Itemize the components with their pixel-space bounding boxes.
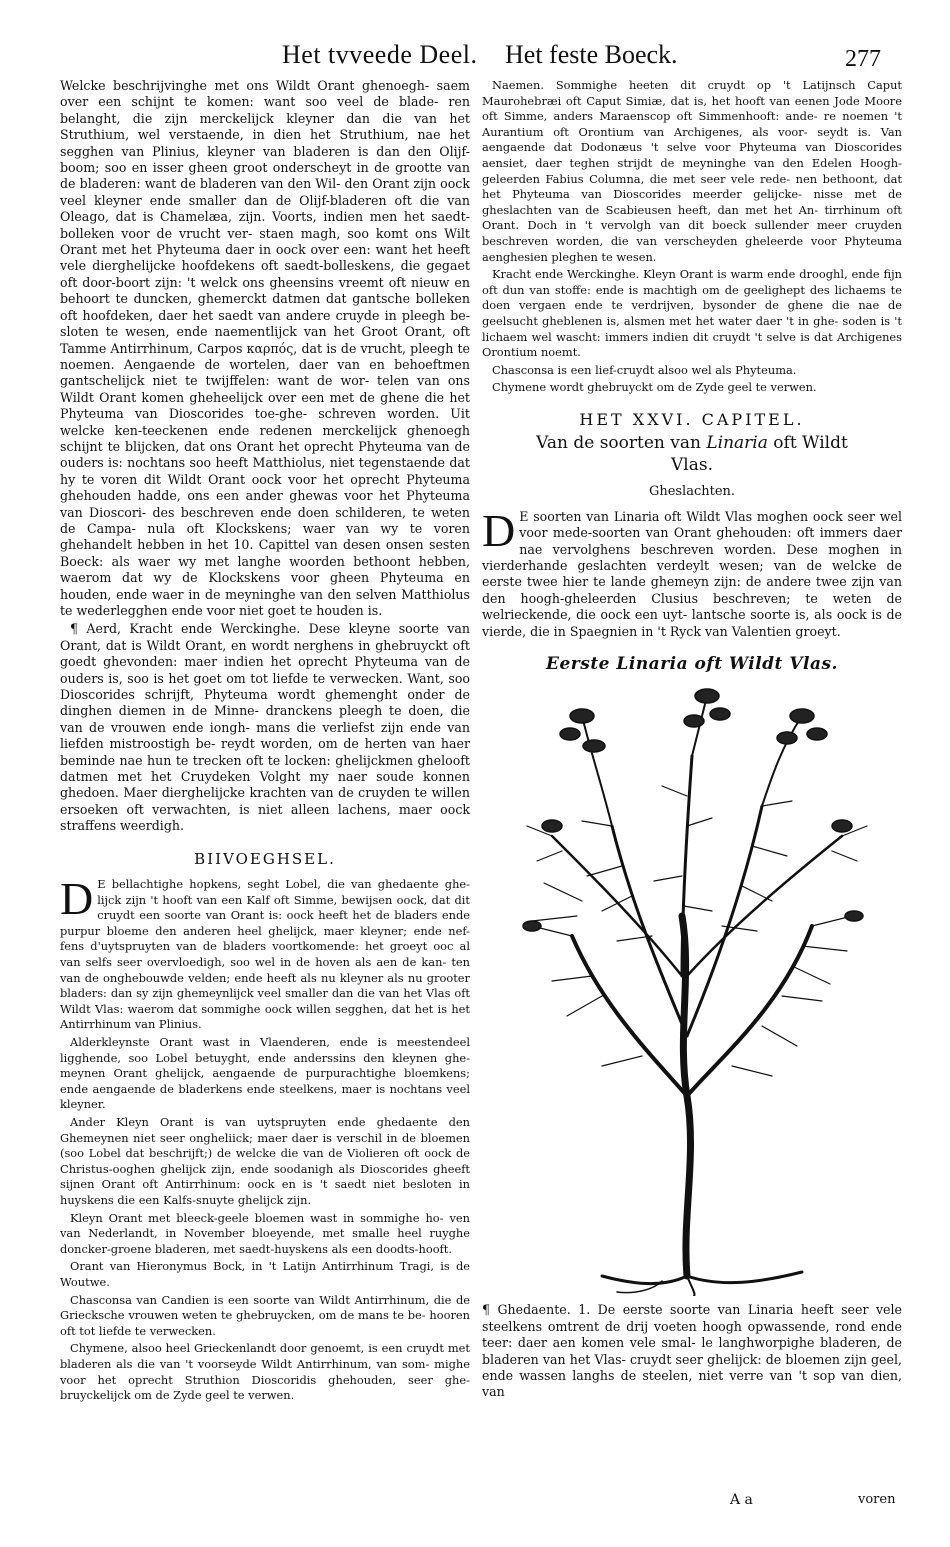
bijvoeghsel-paragraph: Alderkleynste Orant wast in Vlaenderen, ende is meestendeel ligghende, soo Lobel betuyght, ende anderssins den kleynen ghe- meynen Orant ghelijck, aengaende de purpurachtighe bloemkens; ende aengaende de bladerkens ende steelkens, maer is nochtans veel kleyner. (60, 1035, 470, 1112)
gheslachten-paragraph: E soorten van Linaria oft Wildt Vlas moghen oock seer wel voor mede-soorten van Orant ghehouden: oft immers daer nae vervolghens beschreven worden. Dese moghen in vierderhande geslachten verdeylt wesen; van de welcke de eerste twee hier te lande ghemeyn zijn: de andere twee zijn van den hoogh-gheleerden Clusius beschreven; te weten de welrieckende, die oock een uyt- lantsche soorte is, als oock is de vierde, die in Spaegnien in 't Ryck van Valentien groeyt. (482, 508, 902, 639)
body-paragraph: Welcke beschrijvinghe met ons Wildt Orant ghenoegh- saem over een schijnt te komen: want soo veel de blade- ren belanght, die zijn merckelijck kleyner dan die van het Struthium, wel verstaende, in dien het Struthium, nae het segghen van Plinius, kleyner van bladeren is dan den Olijf-boom; soo en isser gheen groot onderscheyt in de grootte van de bladeren: want de bladeren van den Wil- den Orant zijn oock veel kleyner ende smaller dan de Olijf-bladeren oft die van Oleago, dat is Chamelæa, zijn. Voorts, indien men het saedt-bolleken voor de vrucht ver- staen magh, soo komt ons Wilt Orant met het Phyteuma daer in oock over een: want het heeft vele dierghelijcke hoofdekens oft saedt-bolleskens, die gegaet oft door-boort zijn: 't welck ons gheensins vreemt oft nieuw en behoort te duncken, ghemerckt datmen dat gantsche bolleken oft hoofdeken, daer het saedt van andere cruyde in pleegh be- sloten te wesen, ende naementlijck van het Groot Orant, oft Tamme Antirrhinum, Carpos καρπός, dat is de vrucht, pleegh te noemen. Aengaende de wortelen, daer van en behoeftmen gantschelijck niet te twijffelen: want de wor- telen van ons Wildt Orant komen gheheelijck over een met de ghene die het Phyteuma van Dioscorides toe-ghe- schreven worden. Uit welcke ken-teeckenen ende redenen merckelijck ghenoegh schijnt te blijcken, dat ons Orant het oprecht Phyteuma van de ouders is: nochtans soo heeft Matthiolus, niet tegenstaende dat hy te voren dit Wildt Orant oock voor het oprecht Phyteuma ghehouden hadde, ons een ander ghewas voor het Phyteuma van Dioscori- des beschreven ende doen schilderen, te weten de Campa- nula oft Klockskens; waer van wy te voren ghehandelt hebben in het 10. Capittel van desen onsen sesten Boeck: als waer wy met langhe woorden bethoont hebben, waerom dat wy de Klockskens voor gheen Phyteuma en houden, ende waer in de meyninghe van den selven Matthiolus te wederlegghen ende voor niet goet te houden is. (60, 78, 470, 618)
ghedaente-paragraph: ¶ Ghedaente. 1. De eerste soorte van Linaria heeft seer vele steelkens omtrent de drij voeten hoogh opwassende, rond ende teer: daer aen komen vele smal- le langhworpighe bladeren, de bladeren van het Vlas- cruydt seer ghelijck: de bloemen zijn geel, ende wassen langhs de steelen, niet verre van 't sop van dien, van (482, 1302, 902, 1400)
naemen-paragraph: Naemen. Sommighe heeten dit cruydt op 't Latijnsch Caput Maurohebræi oft Caput Simiæ, dat is, het hooft van eenen Jode Moore oft Simme, anders Maraenscop oft Simmenhooft: ande- re noemen 't Aurantium oft Orontium van Archigenes, als voor- seydt is. Van aengaende dat Dodonæus 't selve voor Phyteuma van Dioscorides aensiet, daer teghen strijdt de meyninghe van den Edelen Hoogh-geleerden Fabius Columna, die met seer vele rede- nen bethoont, dat het Phyteuma van Dioscorides meerder gelijcke- nisse met de gheslachten van de Scabieusen heeft, dan met het An- tirrhinum oft Orant. Doch in 't vervolgh van dit boeck sullender meer cruyden beschreven worden, die van verscheyden gheleerde voor Phyteuma aenghesien pleghen te wesen. (482, 78, 902, 264)
dropcap: D (60, 873, 94, 925)
dropcap: D (482, 504, 516, 556)
note-paragraph: Chymene wordt ghebruyckt om de Zyde geel te verwen. (492, 380, 817, 395)
bijvoeghsel-paragraph: Chymene, alsoo heel Grieckenlandt door genoemt, is een cruydt met bladeren als die van 't voorseyde Wildt Antirrhinum, van som- mighe voor het oprecht Struthion Dioscoridis ghehouden, seer ghe- bruyckelijck om de Zyde geel te verwen. (60, 1341, 470, 1403)
right-top-section (482, 78, 902, 396)
body-paragraph: ¶ Aerd, Kracht ende Werckinghe. Dese kleyne soorte van Orant, dat is Wildt Orant, en wordt nerghens in ghebruyckt oft goedt ghevonden: maer indien het oprecht Phyteuma van de ouders is, soo is het goet om tot liefde te verwecken. Want, soo Dioscorides schrijft, Phyteuma wordt ghemenght onder de dinghen diemen in de Minne- dranckens pleegh te doen, die van de vrouwen ende iongh- mans die verliefst zijn ende van liefden mistroostigh be- reydt worden, om de herten van haer beminde nae hun te trecken oft te locken: ghelijckmen ghelooft datmen met het Cruydeken Volght my naer soude konnen ghedoen. Maer dierghelijcke krachten van de cruyden te willen ersoeken oft verwachten, is niet alleen lachens, maer oock straffens weerdigh. (60, 621, 470, 834)
bijvoeghsel-first-paragraph: E bellachtighe hopkens, seght Lobel, die van ghedaente ghe- lijck zijn 't hooft van een Kalf oft Simme, bewijsen oock, dat dit cruydt een soorte van Orant is: oock heeft het de bladers ende purpur bloeme den anderen heel ghelijck, maer kleyner; ende nef- fens d'uytspruyten van de bladers voortkomende: het groeyt ooc al van selfs seer overvloedigh, soo wel in de hoven als aen de kan- ten van de onghebouwde velden; ende heeft als nu kleyner als nu grooter bladers: dan sy zijn ghemeynlijck veel smaller dan die van het Vlas oft Wildt Vlas: waerom dat sommighe oock willen segghen, dat het is het Antirrhinum van Plinius. (60, 877, 470, 1032)
gheslachten-heading: Gheslachten. (648, 484, 736, 500)
bijvoeghsel-paragraph: Chasconsa van Candien is een soorte van Wildt Antirrhinum, die de Griecksche vrouwen weten te ghebruycken, om de mans te be- hooren oft tot liefde te verwecken. (60, 1292, 470, 1338)
chapter-title (522, 432, 862, 476)
chapter-title-pre: Van de soorten van (536, 433, 707, 454)
bijvoeghsel-paragraph: Ander Kleyn Orant is van uytspruyten ende ghedaente den Ghemeynen niet seer ongheliick; maer daer is verschil in de bloemen (soo Lobel dat beschrijft;) de welcke die van de Violieren oft oock de Christus-ooghen ghelijck zijn, ende soodanigh als Dioscorides gheeft sijnen Orant oft Antirrhinum: oock en is 't saedt niet besloten in huyskens die een Kalfs-snuyte ghelijck zijn. (60, 1115, 470, 1207)
chapter-heading: HET XXVI. CAPITEL. (579, 409, 805, 429)
running-head-left: Het tvveede Deel. (282, 40, 478, 69)
bijvoeghsel-paragraph: Kleyn Orant met bleeck-geele bloemen wast in sommighe ho- ven van Nederlandt, in November bloeyende, met smalle heel ruyghe doncker-groene bladeren, met saedt-huyskens als een doodts-hooft. (60, 1210, 470, 1256)
bijvoeghsel-heading: BIIVOEGHSEL. (194, 849, 336, 868)
signature-mark: A a (730, 1492, 753, 1508)
left-column (60, 78, 470, 1406)
chapter-title-italic: Linaria (706, 433, 768, 454)
catchword: voren (858, 1492, 896, 1507)
bijvoeghsel-section (60, 873, 470, 1404)
kracht-paragraph: Kracht ende Werckinghe. Kleyn Orant is warm ende drooghl, ende fijn oft dun van stoffe: ende is machtigh om de geelighept des lichaems te doen vergaen ende te verdrijven, bysonder de ghene die nae de geelsucht gheblenen is, alsmen met het water daer 't in ghe- soden is 't lichaem wel wascht: immers indien dit cruydt 't selve is dat Archigenes Orontium noemt. (482, 267, 902, 360)
linaria-woodcut-illustration (482, 676, 902, 1296)
running-head-right: Het feste Boeck. (505, 40, 678, 69)
note-paragraph: Chasconsa is een lief-cruydt alsoo wel als Phyteuma. (492, 362, 797, 377)
bijvoeghsel-paragraph: Orant van Hieronymus Bock, in 't Latijn Antirrhinum Tragi, is de Woutwe. (60, 1259, 470, 1289)
page-number: 277 (845, 46, 881, 72)
chapter-title-post: oft Wildt Vlas. (671, 433, 848, 476)
figure-caption: Eerste Linaria oft Wildt Vlas. (546, 653, 838, 674)
right-column (482, 78, 902, 1403)
